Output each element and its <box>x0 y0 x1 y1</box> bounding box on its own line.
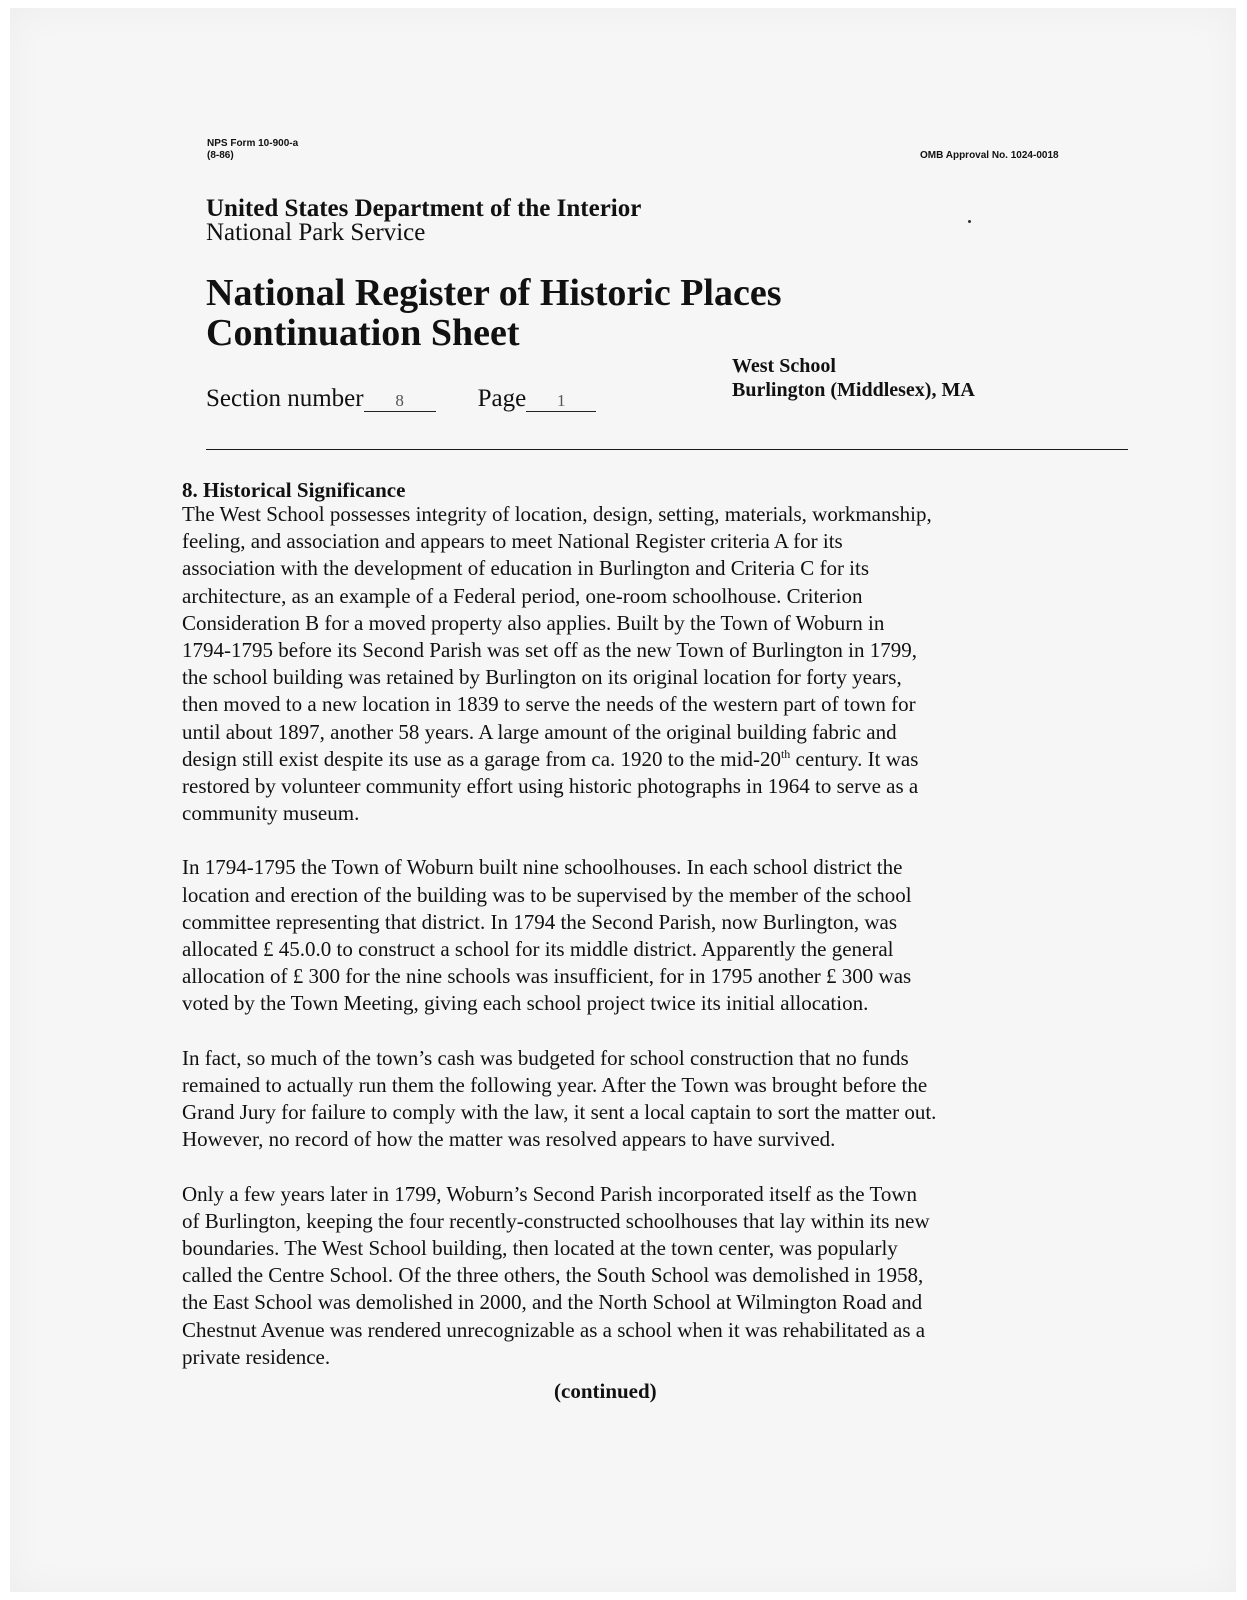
text-line: the East School was demolished in 2000, and the North School at Wilmington Road and <box>182 1290 923 1315</box>
form-number: NPS Form 10-900-a <box>207 138 299 149</box>
page-number-field: 1 <box>526 391 596 412</box>
text-line: restored by volunteer community effort using historic photographs in 1964 to serve as a <box>182 773 919 798</box>
service-name: National Park Service <box>206 219 426 246</box>
text-line: allocation of £ 300 for the nine schools was insufficient, for in 1795 another £ 300 was <box>182 964 912 989</box>
text-line: 1794-1795 before its Second Parish was set off as the new Town of Burlington in 1799, <box>182 637 917 662</box>
property-location: Burlington (Middlesex), MA <box>732 379 975 401</box>
text-line: voted by the Town Meeting, giving each school project twice its initial allocation. <box>182 991 869 1016</box>
section-number-field: 8 <box>364 391 436 412</box>
document-page <box>10 8 1236 1592</box>
paragraph-1-end <box>182 773 1062 827</box>
scan-speck <box>968 220 971 223</box>
form-identifier <box>207 138 298 162</box>
text-line: remained to actually run them the following year. After the Town was brought before the <box>182 1072 928 1097</box>
text-line: boundaries. The West School building, then located at the town center, was popularly <box>182 1236 898 1261</box>
text-line: called the Centre School. Of the three others, the South School was demolished in 1958, <box>182 1263 924 1288</box>
text-line: Only a few years later in 1799, Woburn’s Second Parish incorporated itself as the Town <box>182 1181 917 1206</box>
title-line-1: National Register of Historic Places <box>206 272 782 314</box>
text-line: of Burlington, keeping the four recently-constructed schoolhouses that lay within its new <box>182 1208 930 1233</box>
text-line: Consideration B for a moved property also applies. Built by the Town of Woburn in <box>182 610 885 635</box>
property-name: West School <box>732 355 836 377</box>
text-line: architecture, as an example of a Federal period, one-room schoolhouse. Criterion <box>182 583 863 608</box>
text-fragment: century. It was <box>790 746 919 771</box>
omb-approval: OMB Approval No. 1024-0018 <box>920 150 1059 161</box>
text-line: However, no record of how the matter was resolved appears to have survived. <box>182 1127 836 1152</box>
property-block <box>732 354 975 402</box>
paragraph-1 <box>182 501 1062 773</box>
department-name: United States Department of the Interior <box>206 195 642 222</box>
text-line: allocated £ 45.0.0 to construct a school for its middle district. Apparently the general <box>182 937 894 961</box>
text-line: the school building was retained by Burlington on its original location for forty years, <box>182 665 902 690</box>
paragraph-4 <box>182 1181 1062 1371</box>
text-line: feeling, and association and appears to meet National Register criteria A for its <box>182 529 843 554</box>
text-line: Chestnut Avenue was rendered unrecognizable as a school when it was rehabilitated as a <box>182 1317 926 1342</box>
continued-note: (continued) <box>554 1379 657 1403</box>
form-date: (8-86) <box>207 150 234 161</box>
text-line: community museum. <box>182 801 360 826</box>
paragraph-2 <box>182 854 1062 1017</box>
title-line-2: Continuation Sheet <box>206 312 520 354</box>
page-label: Page <box>477 385 527 412</box>
paragraph-3 <box>182 1045 1062 1154</box>
text-line: committee representing that district. In 1794 the Second Parish, now Burlington, was <box>182 909 898 934</box>
text-fragment: design still exist despite its use as a garage from ca. 1920 to the mid-20 <box>182 746 781 771</box>
text-line: The West School possesses integrity of location, design, setting, materials, workmanship, <box>182 502 932 526</box>
section-heading: 8. Historical Significance <box>182 478 406 502</box>
text-line: In 1794-1795 the Town of Woburn built nine schoolhouses. In each school district the <box>182 855 903 880</box>
text-line: In fact, so much of the town’s cash was budgeted for school construction that no funds <box>182 1045 909 1070</box>
text-line: private residence. <box>182 1344 331 1369</box>
text-line: association with the development of education in Burlington and Criteria C for its <box>182 556 870 581</box>
text-line: then moved to a new location in 1839 to serve the needs of the western part of town for <box>182 692 916 717</box>
superscript: th <box>780 746 791 761</box>
header-divider <box>206 449 1128 450</box>
text-line: until about 1897, another 58 years. A large amount of the original building fabric and <box>182 719 897 744</box>
text-line: Grand Jury for failure to comply with the law, it sent a local captain to sort the matter out. <box>182 1100 937 1125</box>
body-text <box>182 501 1062 1398</box>
text-line-with-superscript <box>182 746 1062 773</box>
document-title <box>206 273 782 353</box>
section-label: Section number <box>206 385 364 412</box>
section-info <box>206 385 596 413</box>
text-line: location and erection of the building was to be supervised by the member of the school <box>182 882 912 907</box>
